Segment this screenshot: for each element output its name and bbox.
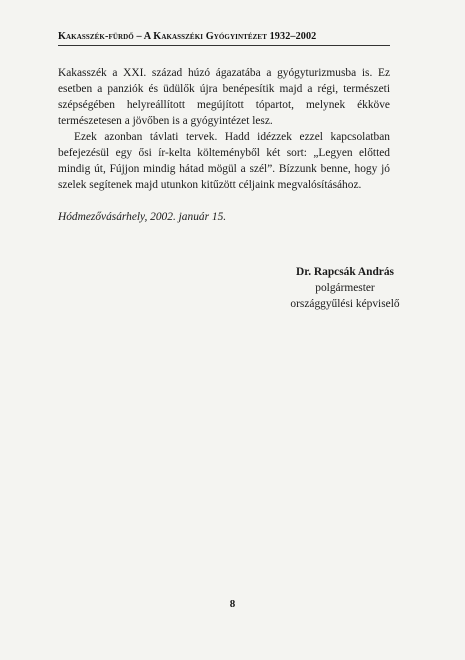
paragraph-1: Kakasszék a XXI. század húzó ágazatába a gyógyturizmusba is. Ez esetben a panziók és üdülők újra benépesítik majd a régi, természeti szépségében helyreállított megújított tópartot, melynek ékköve természetesen a jövőben is a gyógyintézet lesz. xyxy=(58,67,390,127)
place-and-date: Hódmezővásárhely, 2002. január 15. xyxy=(58,211,227,223)
body-text xyxy=(58,65,390,193)
page-number: 8 xyxy=(229,598,236,610)
running-header: Kakasszék-fürdő – A Kakasszéki Gyógyintézet 1932–2002 xyxy=(58,31,317,42)
signatory-name: Dr. Rapcsák András xyxy=(295,266,394,278)
signature-block xyxy=(270,264,420,312)
header-rule xyxy=(58,45,390,46)
paragraph-2: Ezek azonban távlati tervek. Hadd idézzek ezzel kapcsolatban befejezésül egy ősi ír-kelta költeményből két sort: „Legyen előtted mindig út, Fújjon mindig hátad mögül a szél”. Bízzunk benne, hogy jó szelek segítenek majd utunkon kitűzött céljaink megvalósításához. xyxy=(58,131,390,191)
signatory-office: országgyűlési képviselő xyxy=(290,298,400,310)
signatory-title: polgármester xyxy=(315,282,375,294)
